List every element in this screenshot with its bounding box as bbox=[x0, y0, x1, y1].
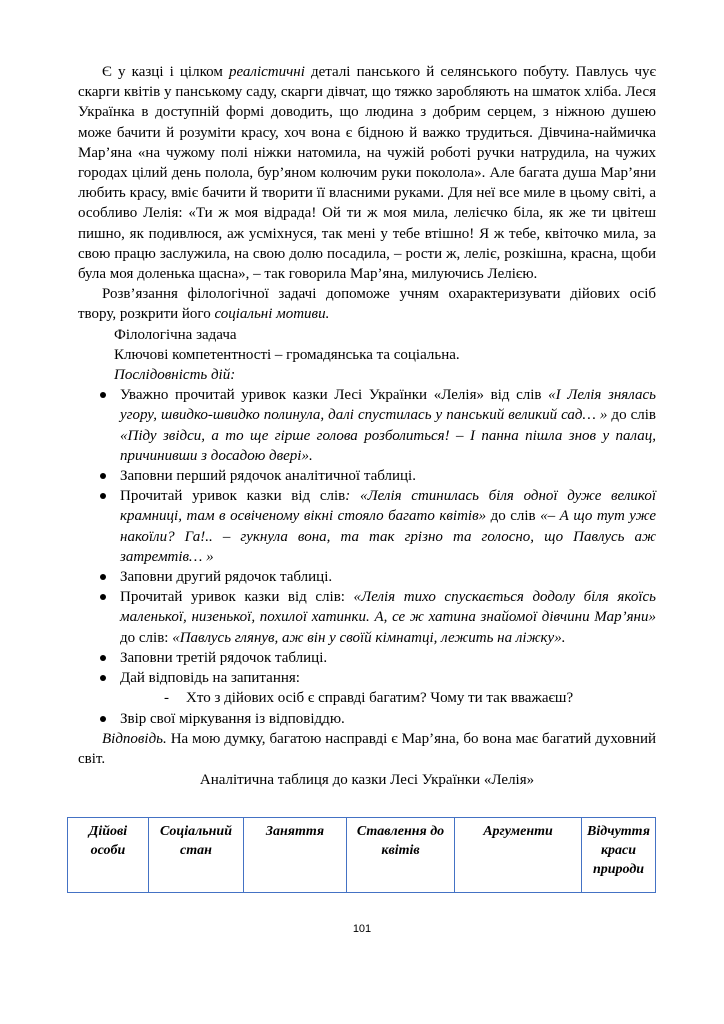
competences: Ключові компетентності – громадянська та соціальна. bbox=[114, 346, 460, 363]
page-content bbox=[78, 62, 656, 790]
list-item: Заповни третій рядочок таблиці. bbox=[78, 648, 656, 668]
header-social-status: Соціальний стан bbox=[149, 818, 244, 893]
analysis-table bbox=[67, 817, 656, 893]
list-item: Дай відповідь на запитання: - Хто з дійових осіб є справді багатим? Чому ти так вважаєш? bbox=[78, 668, 656, 708]
list-item: Уважно прочитай уривок казки Лесі Українки «Лелія» від слів «І Лелія знялась угору, швидко-швидко полинула, далі спустилась у панський великий сад… » до слів «Піду звідси, а то ще гірше голова розболиться! – І панна пішла знов у палац, причинивши з досадою двері». bbox=[78, 385, 656, 466]
header-sense-of-beauty: Відчуття краси природи bbox=[582, 818, 656, 893]
paragraph-realism: Є у казці і цілком реалістичні деталі панського й селянського побуту. Павлусь чує скарги квітів у панському саду, скарги дівчат, що тяжко заробляють на шматок хліба. Леся Українка в доступній формі доводить, що людина з добрим серцем, з ніжною душею може бачити й розуміти красу, хоч вона є бідною й важко трудиться. Дівчина-наймичка Мар’яна «на чужому полі ніжки натомила, на чужій роботі ручки натрудила, на чужих городах цілий день полола, бур’яном колючим руки поколола». Але багата душа Мар’яни любить красу, вміє бачити й творити її власними руками. Для неї все миле в цьому світі, а особливо Лелія: «Ти ж моя відрада! Ой ти ж моя мила, лелієчко біла, як же ти цвітеш пишно, як подивлюся, аж усміхнуся, так мені у тебе втішно! Я ж тебе, квіточко мила, за свою працю заслужила, на свою долю посадила, – рости ж, леліє, розкішна, красна, щоби була моя доленька щасна», – так говорила Мар’яна, милуючись Лелією. bbox=[78, 64, 656, 283]
header-attitude-to-flowers: Ставлення до квітів bbox=[347, 818, 455, 893]
sequence-label: Послідовність дій: bbox=[114, 367, 236, 384]
table-header-row bbox=[68, 818, 656, 893]
paragraph-solution: Розв’язання філологічної задачі допоможе учням охарактеризувати дійових осіб твору, розкрити його соціальні мотиви. bbox=[78, 286, 656, 323]
list-item: Заповни другий рядочок таблиці. bbox=[78, 567, 656, 587]
header-characters: Дійові особи bbox=[68, 818, 149, 893]
list-item: Прочитай уривок казки від слів: «Лелія тихо спускається додолу біля якоїсь маленької, низенької, похилої хатинки. А, се ж хатина знайомої дівчини Мар’яни» до слів: «Павлусь глянув, аж він у своїй кімнатці, лежить на ліжку». bbox=[78, 587, 656, 648]
header-occupation: Заняття bbox=[244, 818, 347, 893]
list-item: Прочитай уривок казки від слів: «Лелія стинилась біля одної дуже великої крамниці, там в освіченому вікні стояло багато квітів» до слів «– А що тут уже накоїли? Га!.. – гукнула вона, та так грізно та голосно, що Павлусь аж затремтів… » bbox=[78, 486, 656, 567]
task-title: Філологічна задача bbox=[114, 326, 237, 343]
table-caption: Аналітична таблиця до казки Лесі Українки «Лелія» bbox=[199, 772, 535, 789]
list-item: Заповни перший рядочок аналітичної таблиці. bbox=[78, 466, 656, 486]
answer-paragraph: Відповідь. На мою думку, багатою насправді є Мар’яна, бо вона має багатий духовний світ. bbox=[78, 730, 656, 767]
page-number: 101 bbox=[352, 923, 372, 935]
question-item: - Хто з дійових осіб є справді багатим? Чому ти так вважаєш? bbox=[120, 688, 656, 708]
steps-list bbox=[78, 385, 656, 728]
header-arguments: Аргументи bbox=[455, 818, 582, 893]
question-list bbox=[120, 688, 656, 708]
list-item: Звір свої міркування із відповіддю. bbox=[78, 709, 656, 729]
